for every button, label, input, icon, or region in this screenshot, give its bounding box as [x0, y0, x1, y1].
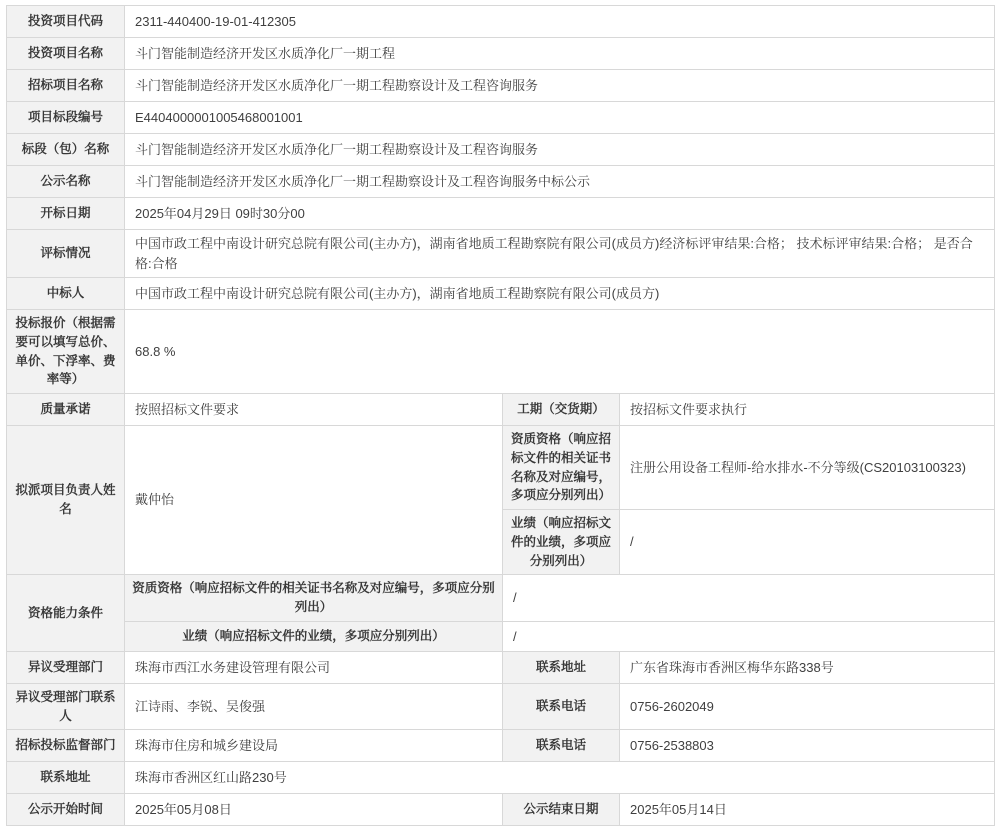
supervision-dept-value: 珠海市住房和城乡建设局	[125, 730, 503, 762]
manager-performance-value: /	[620, 510, 995, 575]
capability-performance-label: 业绩（响应招标文件的业绩，多项应分别列出）	[125, 621, 503, 651]
row-supervision-dept	[7, 730, 995, 762]
row-investment-code	[7, 6, 995, 38]
row-capability-performance	[7, 621, 995, 651]
objection-addr-label: 联系地址	[503, 651, 620, 683]
row-winner	[7, 278, 995, 310]
row-investment-name	[7, 38, 995, 70]
row-bid-opening-date	[7, 198, 995, 230]
tender-project-name-value: 斗门智能制造经济开发区水质净化厂一期工程勘察设计及工程咨询服务	[125, 70, 995, 102]
section-code-value: E4404000001005468001001	[125, 102, 995, 134]
manager-qualification-value: 注册公用设备工程师-给水排水-不分等级(CS20103100323)	[620, 426, 995, 510]
bid-price-value: 68.8 %	[125, 310, 995, 394]
row-tender-project-name	[7, 70, 995, 102]
contact-addr-label: 联系地址	[7, 762, 125, 794]
row-section-name	[7, 134, 995, 166]
row-evaluation	[7, 230, 995, 278]
row-objection-contact	[7, 683, 995, 730]
objection-dept-value: 珠海市西江水务建设管理有限公司	[125, 651, 503, 683]
evaluation-label: 评标情况	[7, 230, 125, 278]
section-name-label: 标段（包）名称	[7, 134, 125, 166]
capability-qualification-label: 资质资格（响应招标文件的相关证书名称及对应编号，多项应分别列出）	[125, 575, 503, 622]
bid-opening-date-value: 2025年04月29日 09时30分00	[125, 198, 995, 230]
objection-dept-label: 异议受理部门	[7, 651, 125, 683]
supervision-phone-value: 0756-2538803	[620, 730, 995, 762]
evaluation-value: 中国市政工程中南设计研究总院有限公司(主办方)，湖南省地质工程勘察院有限公司(成员方)经济标评审结果:合格； 技术标评审结果:合格； 是否合格:合格	[125, 230, 995, 278]
objection-contact-label: 异议受理部门联系人	[7, 683, 125, 730]
manager-performance-label: 业绩（响应招标文件的业绩，多项应分别列出）	[503, 510, 620, 575]
duration-label: 工期（交货期）	[503, 394, 620, 426]
investment-code-value: 2311-440400-19-01-412305	[125, 6, 995, 38]
bid-price-label: 投标报价（根据需要可以填写总价、单价、下浮率、费率等）	[7, 310, 125, 394]
row-capability-qualification	[7, 575, 995, 622]
winner-value: 中国市政工程中南设计研究总院有限公司(主办方)，湖南省地质工程勘察院有限公司(成员方)	[125, 278, 995, 310]
investment-name-value: 斗门智能制造经济开发区水质净化厂一期工程	[125, 38, 995, 70]
capability-label: 资格能力条件	[7, 575, 125, 652]
objection-contact-value: 江诗雨、李锐、吴俊强	[125, 683, 503, 730]
row-quality-duration	[7, 394, 995, 426]
objection-phone-value: 0756-2602049	[620, 683, 995, 730]
row-announcement-name	[7, 166, 995, 198]
quality-promise-value: 按照招标文件要求	[125, 394, 503, 426]
row-publicity-dates	[7, 794, 995, 826]
row-proposed-manager	[7, 426, 995, 510]
section-code-label: 项目标段编号	[7, 102, 125, 134]
announcement-name-label: 公示名称	[7, 166, 125, 198]
bid-result-table	[6, 5, 995, 826]
capability-performance-value: /	[503, 621, 995, 651]
contact-addr-value: 珠海市香洲区红山路230号	[125, 762, 995, 794]
capability-qualification-value: /	[503, 575, 995, 622]
winner-label: 中标人	[7, 278, 125, 310]
row-section-code	[7, 102, 995, 134]
supervision-dept-label: 招标投标监督部门	[7, 730, 125, 762]
publicity-end-value: 2025年05月14日	[620, 794, 995, 826]
row-objection-dept	[7, 651, 995, 683]
objection-addr-value: 广东省珠海市香洲区梅华东路338号	[620, 651, 995, 683]
proposed-manager-value: 戴仲怡	[125, 426, 503, 575]
duration-value: 按招标文件要求执行	[620, 394, 995, 426]
quality-promise-label: 质量承诺	[7, 394, 125, 426]
row-bid-price	[7, 310, 995, 394]
publicity-end-label: 公示结束日期	[503, 794, 620, 826]
investment-name-label: 投资项目名称	[7, 38, 125, 70]
manager-qualification-label: 资质资格（响应招标文件的相关证书名称及对应编号，多项应分别列出）	[503, 426, 620, 510]
bid-opening-date-label: 开标日期	[7, 198, 125, 230]
section-name-value: 斗门智能制造经济开发区水质净化厂一期工程勘察设计及工程咨询服务	[125, 134, 995, 166]
publicity-start-value: 2025年05月08日	[125, 794, 503, 826]
proposed-manager-label: 拟派项目负责人姓名	[7, 426, 125, 575]
publicity-start-label: 公示开始时间	[7, 794, 125, 826]
objection-phone-label: 联系电话	[503, 683, 620, 730]
investment-code-label: 投资项目代码	[7, 6, 125, 38]
announcement-name-value: 斗门智能制造经济开发区水质净化厂一期工程勘察设计及工程咨询服务中标公示	[125, 166, 995, 198]
tender-project-name-label: 招标项目名称	[7, 70, 125, 102]
supervision-phone-label: 联系电话	[503, 730, 620, 762]
